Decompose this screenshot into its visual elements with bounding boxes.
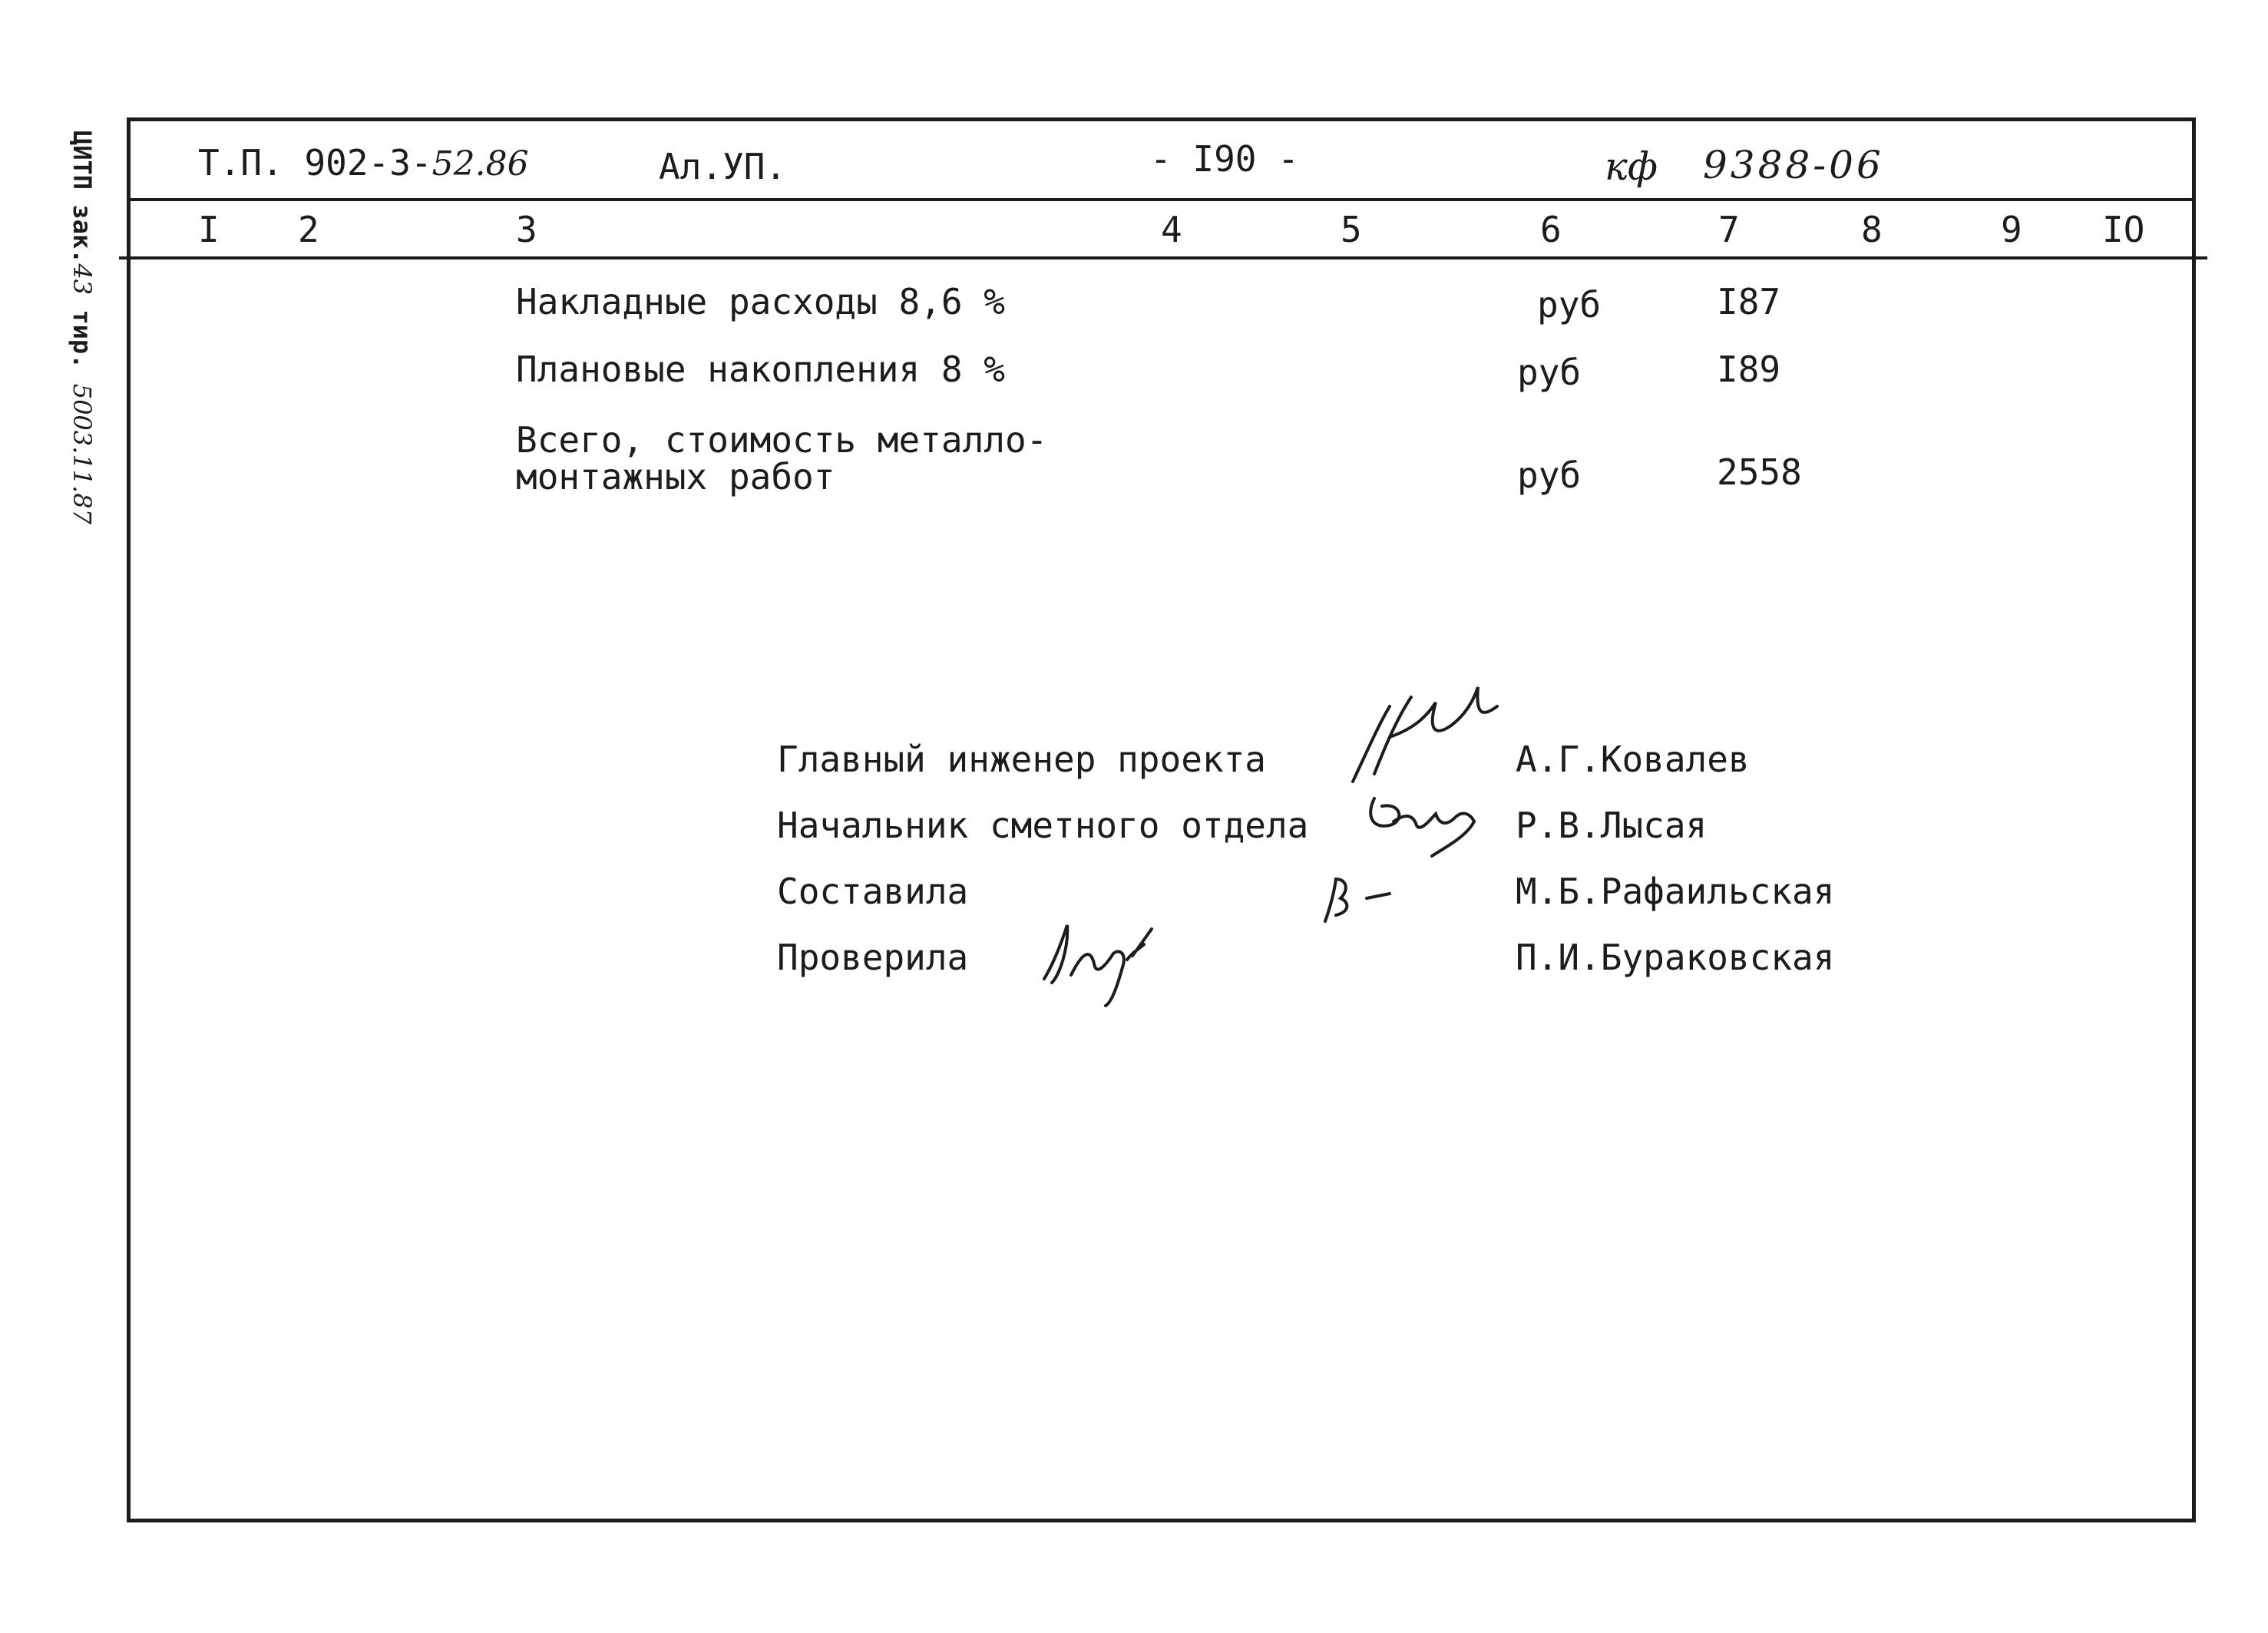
signature-name: М.Б.Рафаильская <box>1516 871 1835 912</box>
signature-scribble-checker <box>1036 906 1167 1010</box>
row-description: Накладные расходы 8,6 % <box>516 281 1005 322</box>
signature-scribble-compiler <box>1319 868 1403 929</box>
signature-name: Р.В.Лысая <box>1516 805 1708 846</box>
column-number: I <box>198 209 220 250</box>
column-number: 9 <box>2001 209 2022 250</box>
stamp-order-label: зак. <box>68 204 97 264</box>
row-amount: I87 <box>1717 281 1781 322</box>
row-amount: 2558 <box>1717 451 1802 493</box>
row-amount: I89 <box>1717 349 1781 390</box>
column-number: 7 <box>1718 209 1740 250</box>
row-description-line2: монтажных работ <box>516 456 835 498</box>
column-number: 6 <box>1540 209 1562 250</box>
column-number: 5 <box>1341 209 1362 250</box>
column-number: 3 <box>516 209 537 250</box>
row-description-line1: Всего, стоимость металло- <box>516 419 1048 461</box>
header-divider <box>127 198 2196 201</box>
signature-role: Главный инженер проекта <box>777 739 1266 780</box>
stamp-order-number: 43 <box>68 263 97 296</box>
signature-role: Составила <box>777 871 969 912</box>
column-number: 4 <box>1161 209 1182 250</box>
signature-role: Начальник сметного отдела <box>777 805 1309 846</box>
signature-name: П.И.Бураковская <box>1516 937 1835 978</box>
stamp-copies-label: тир. <box>68 309 97 369</box>
row-unit: руб <box>1537 284 1602 326</box>
doc-number: 9388-06 <box>1703 143 1884 187</box>
stamp-copies: 500 <box>68 383 97 431</box>
row-description: Плановые накопления 8 % <box>516 349 1005 390</box>
signature-name: А.Г.Ковалев <box>1516 739 1750 780</box>
album-label: Ал.УП. <box>659 146 787 187</box>
signature-scribble-chief-engineer <box>1344 683 1505 787</box>
row-unit: руб <box>1517 352 1582 393</box>
column-header-divider <box>119 256 2207 259</box>
stamp-org: ЦИТП <box>68 131 97 190</box>
column-number: IO <box>2102 209 2145 250</box>
signature-scribble-estimate-head <box>1359 783 1489 860</box>
project-code-handwritten: 52.86 <box>431 144 529 183</box>
stamp-date: 3.11.87 <box>68 430 97 524</box>
doc-prefix: кф <box>1605 144 1658 189</box>
side-stamp <box>68 131 97 524</box>
signature-role: Проверила <box>777 937 969 978</box>
column-number: 2 <box>298 209 319 250</box>
page-number: - I90 - <box>1150 138 1299 180</box>
column-number: 8 <box>1861 209 1883 250</box>
row-unit: руб <box>1517 455 1582 496</box>
project-code: Т.П. 902-3-52.86 <box>198 142 529 183</box>
